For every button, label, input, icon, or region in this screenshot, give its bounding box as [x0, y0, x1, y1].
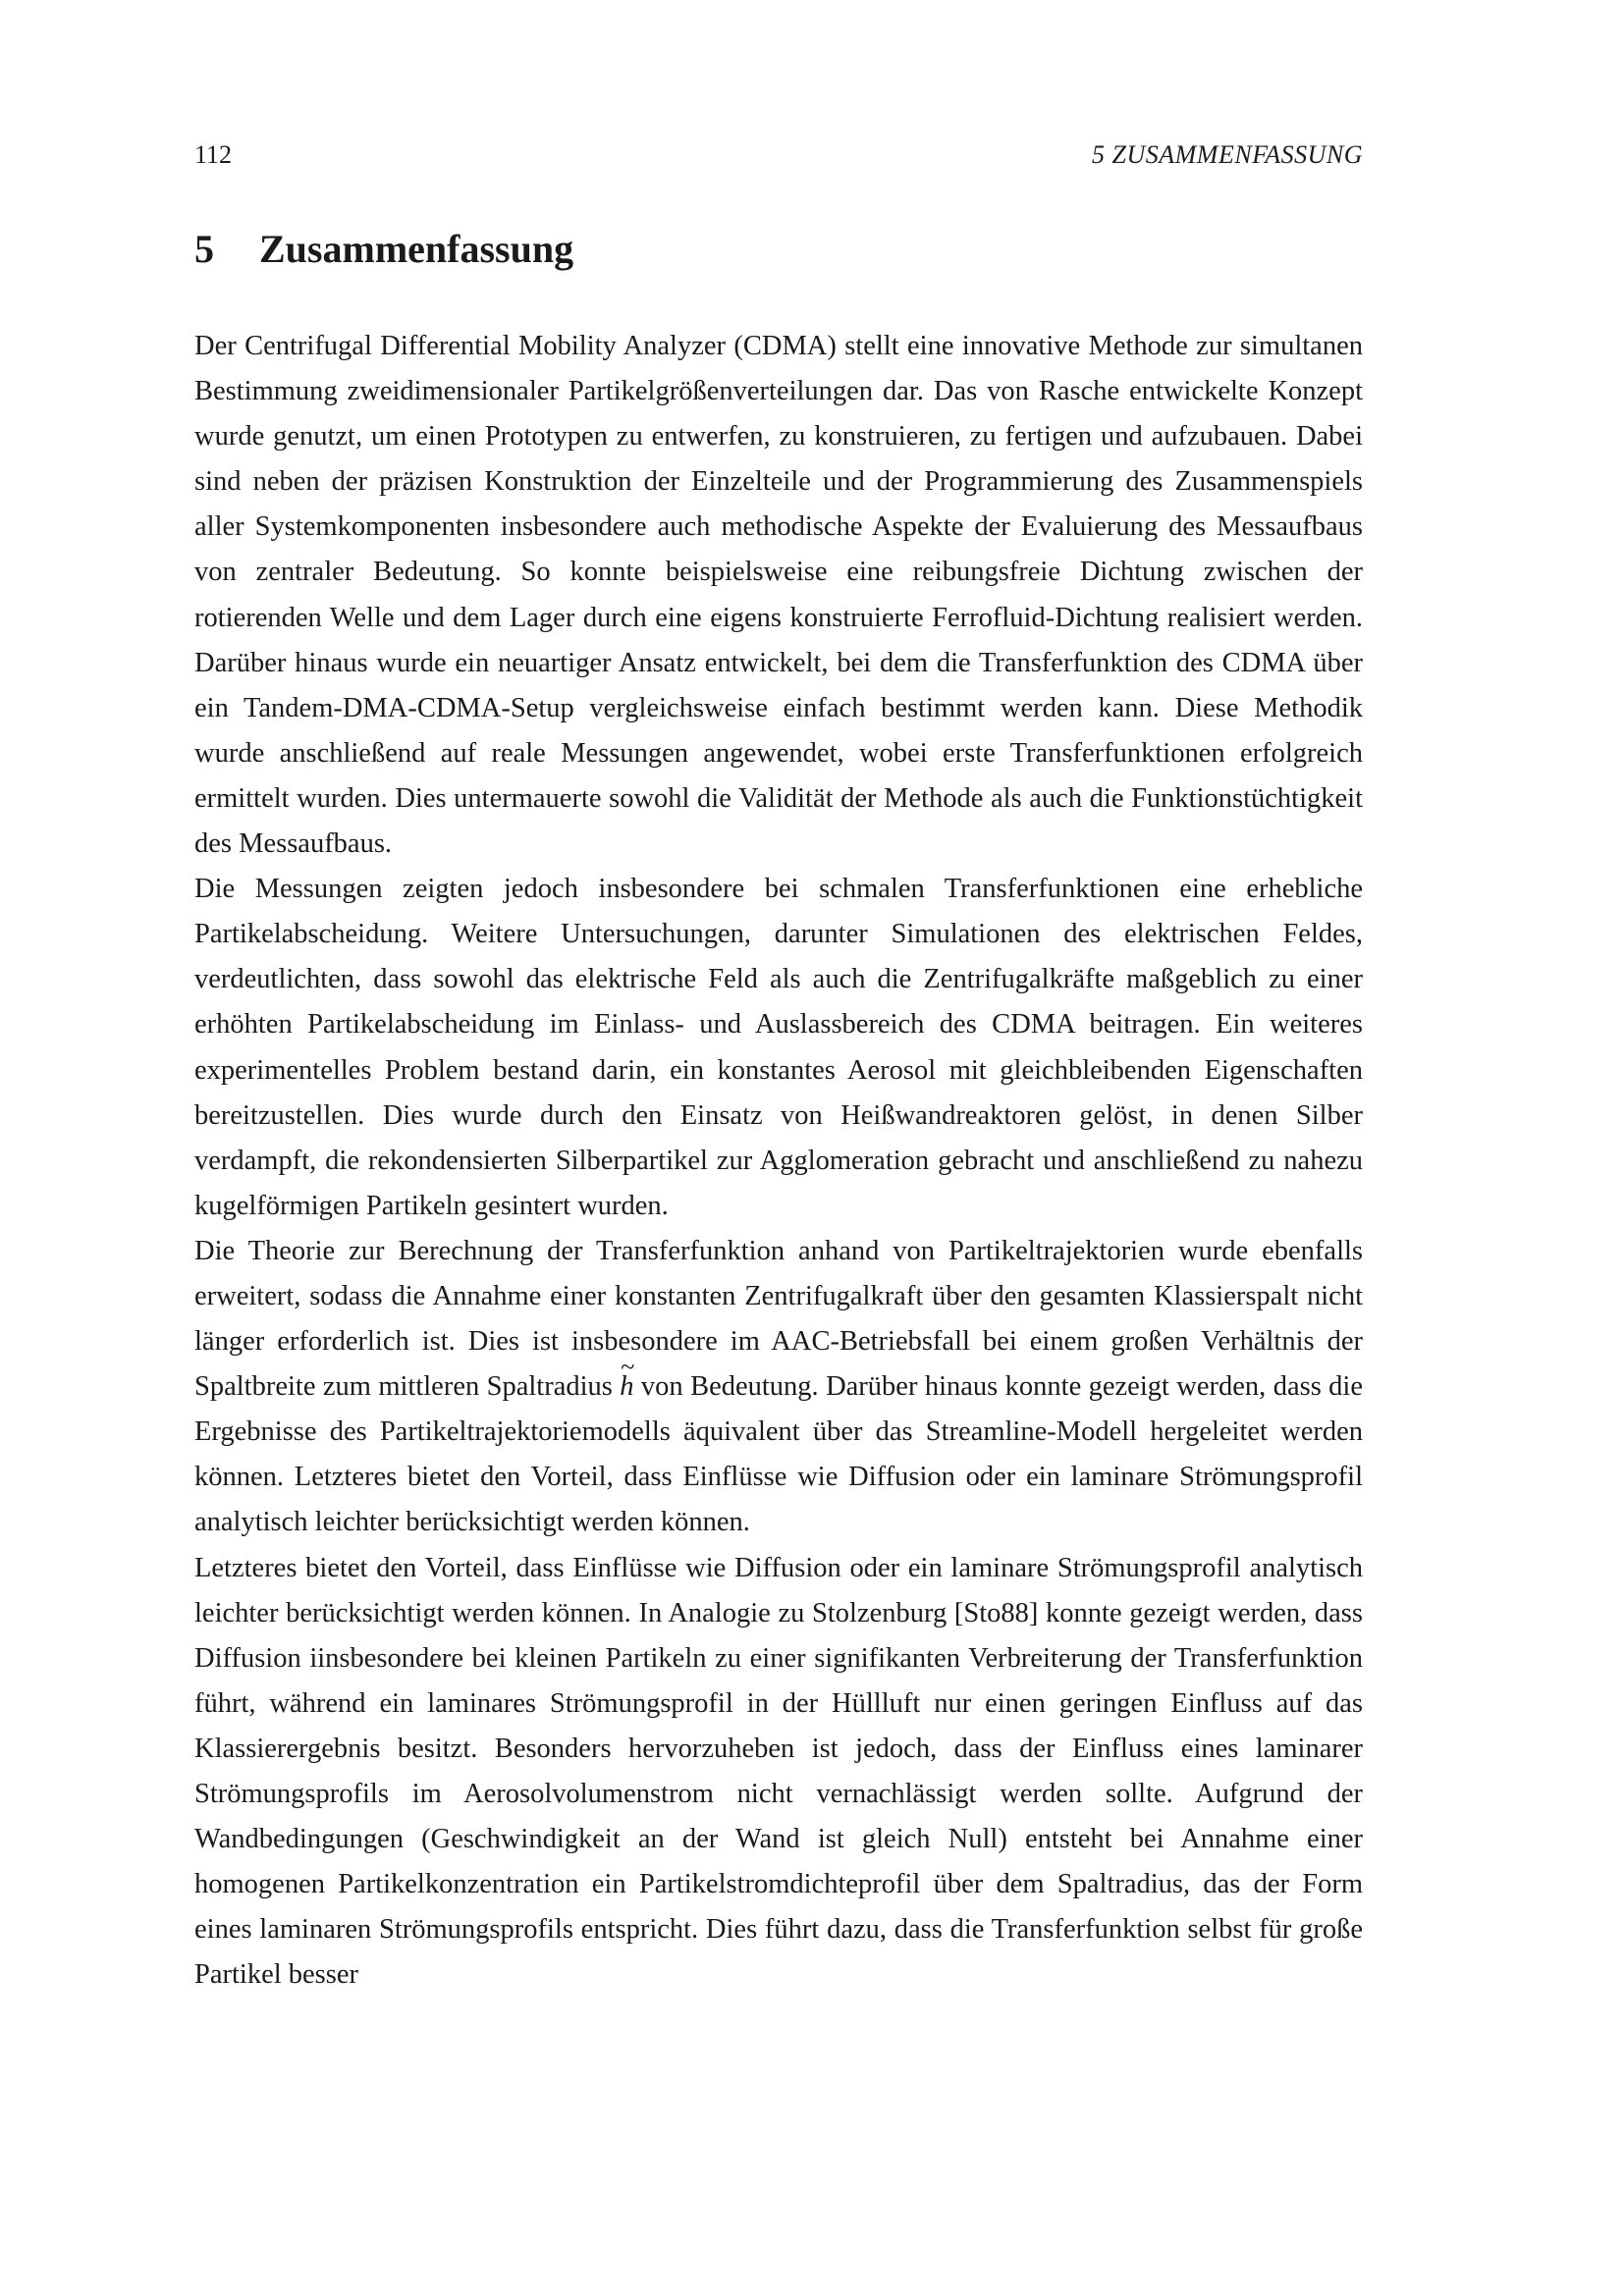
paragraph-4: Letzteres bietet den Vorteil, dass Einflüsse wie Diffusion oder ein laminare Strömungsprofil analytisch leichter berücksichtigt werden können. In Analogie zu Stolzenburg [Sto88] konnte gezeigt werden, dass Diffusion iinsbesondere bei kleinen Partikeln zu einer signifikanten Verbreiterung der Transferfunktion führt, während ein laminares Strömungsprofil in der Hüllluft nur einen geringen Einfluss auf das Klassierergebnis besitzt. Besonders hervorzuheben ist jedoch, dass der Einfluss eines laminarer Strömungsprofils im Aerosolvolumenstrom nicht vernachlässigt werden sollte. Aufgrund der Wandbedingungen (Geschwindigkeit an der Wand ist gleich Null) entsteht bei Annahme einer homogenen Partikelkonzentration ein Partikelstromdichteprofil über dem Spaltradius, das der Form eines laminaren Strömungsprofils entspricht. Dies führt dazu, dass die Transferfunktion selbst für große Partikel besser [194, 1552, 1363, 1991]
page-number: 112 [194, 140, 233, 169]
body-text [194, 324, 1363, 1998]
paragraph-3 [194, 1229, 1363, 1546]
paragraph-2: Die Messungen zeigten jedoch insbesondere bei schmalen Transferfunktionen eine erhebliche Partikelabscheidung. Weitere Untersuchungen, darunter Simulationen des elektrischen Feldes, verdeutlichten, dass sowohl das elektrische Feld als auch die Zentrifugalkräfte maßgeblich zu einer erhöhten Partikelabscheidung im Einlass- und Auslassbereich des CDMA beitragen. Ein weiteres experimentelles Problem bestand darin, ein konstantes Aerosol mit gleichbleibenden Eigenschaften bereitzustellen. Dies wurde durch den Einsatz von Heißwandreaktoren gelöst, in denen Silber verdampft, die rekondensierten Silberpartikel zur Agglomeration gebracht und anschließend zu nahezu kugelförmigen Partikeln gesintert wurden. [194, 874, 1363, 1221]
running-title: 5 ZUSAMMENFASSUNG [1092, 140, 1363, 169]
paragraph-3-text-end: von Bedeutung. Darüber hinaus konnte gezeigt werden, dass die Ergebnisse des Partikeltrajektoriemodells äquivalent über das Streamline-Modell hergeleitet werden können. Letzteres bietet den Vorteil, dass Einflüsse wie Diffusion oder ein laminare Strömungsprofil analytisch leichter berücksichtigt werden können. [194, 1371, 1364, 1538]
chapter-heading [194, 222, 573, 277]
paragraph-1: Der Centrifugal Differential Mobility Analyzer (CDMA) stellt eine innovative Methode zur simultanen Bestimmung zweidimensionaler Partikelgrößenverteilungen dar. Das von Rasche entwickelte Konzept wurde genutzt, um einen Prototypen zu entwerfen, zu konstruieren, zu fertigen und aufzubauen. Dabei sind neben der präzisen Konstruktion der Einzelteile und der Programmierung des Zusammenspiels aller Systemkomponenten insbesondere auch methodische Aspekte der Evaluierung des Messaufbaus von zentraler Bedeutung. So konnte beispielsweise eine reibungsfreie Dichtung zwischen der rotierenden Welle und dem Lager durch eine eigens konstruierte Ferrofluid-Dichtung realisiert werden. Darüber hinaus wurde ein neuartiger Ansatz entwickelt, bei dem die Transferfunktion des CDMA über ein Tandem-DMA-CDMA-Setup vergleichsweise einfach bestimmt werden kann. Diese Methodik wurde anschließend auf reale Messungen angewendet, wobei erste Transferfunktionen erfolgreich ermittelt wurden. Dies untermauerte sowohl die Validität der Methode als auch die Funktionstüchtigkeit des Messaufbaus. [194, 331, 1363, 860]
paragraph-3-text-start: Die Theorie zur Berechnung der Transferfunktion anhand von Partikeltrajektorien wurde ebenfalls erweitert, sodass die Annahme einer konstanten Zentrifugalkraft über den gesamten Klassierspalt nicht länger erforderlich ist. Dies ist insbesondere im AAC-Betriebsfall bei einem großen Verhältnis der Spaltbreite zum mittleren Spaltradius [194, 1235, 1363, 1403]
chapter-number: 5 [194, 227, 214, 271]
running-header [194, 137, 1363, 173]
h-tilde-symbol: ~ h [620, 1364, 633, 1410]
document-page [194, 0, 1363, 2296]
chapter-title: Zusammenfassung [259, 227, 574, 271]
